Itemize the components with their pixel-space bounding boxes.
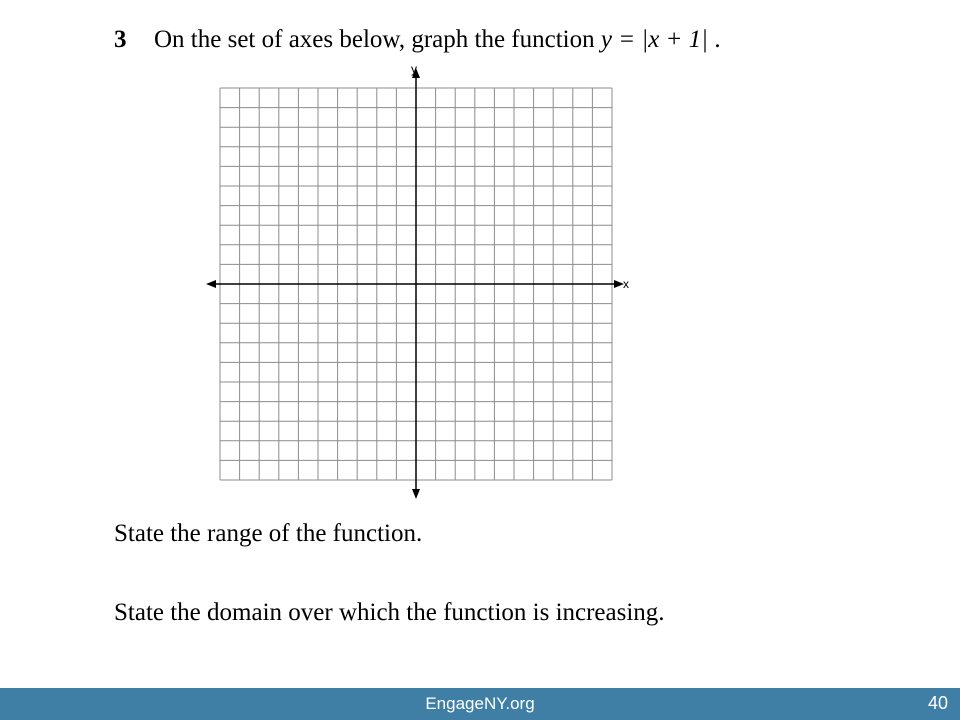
footer-bar: [0, 688, 960, 720]
function-expression: y = |x + 1|: [600, 26, 709, 53]
x-axis-arrow-left: [206, 280, 216, 288]
axes: [206, 68, 624, 499]
question-period: .: [714, 26, 721, 53]
footer-site: EngageNY.org: [425, 694, 535, 713]
question-text: On the set of axes below, graph the function: [154, 26, 595, 53]
domain-prompt: State the domain over which the function is increasing.: [114, 599, 665, 626]
y-axis-arrow-down: [412, 489, 420, 499]
coordinate-grid[interactable]: [205, 60, 635, 500]
x-axis-label: x: [623, 277, 629, 291]
range-prompt: State the range of the function.: [114, 520, 423, 547]
y-axis-label: y: [411, 62, 417, 76]
page-number: 40: [927, 693, 948, 713]
question-number: 3: [114, 26, 127, 53]
question-stem: [114, 24, 721, 56]
